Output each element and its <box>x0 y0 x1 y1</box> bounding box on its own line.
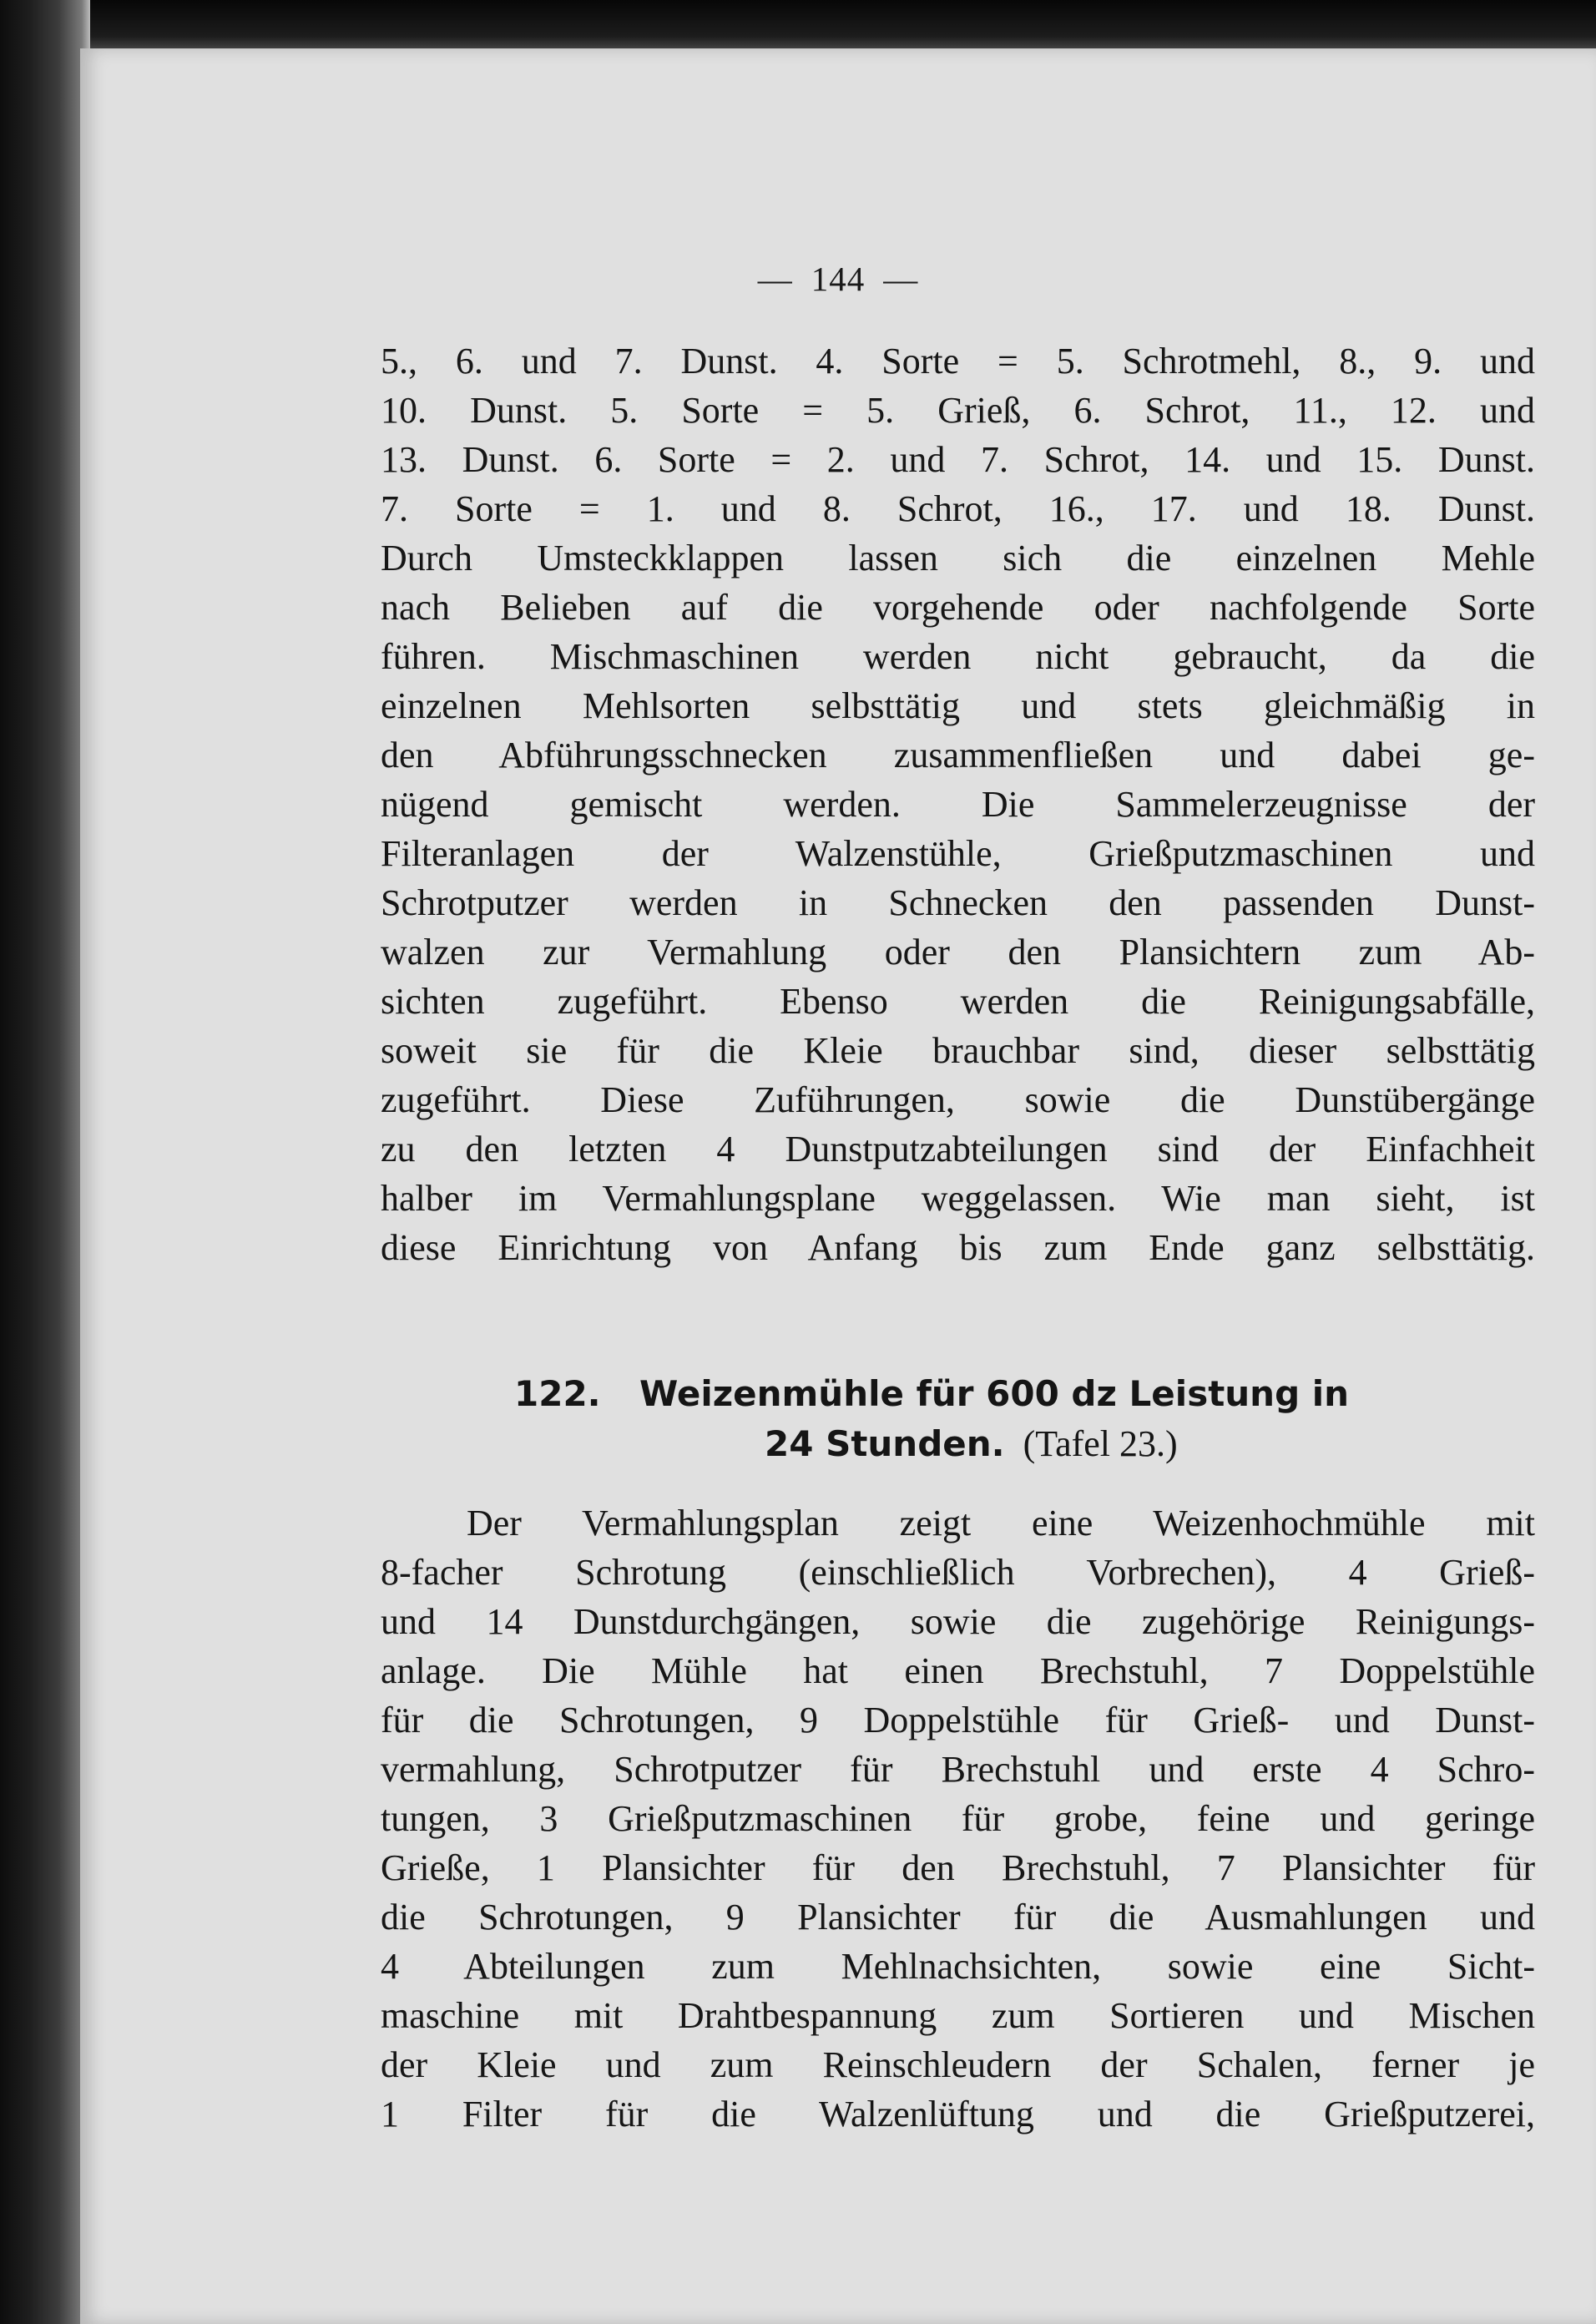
text-line: 7. Sorte = 1. und 8. Schrot, 16., 17. und 18. Dunst. <box>381 488 1535 529</box>
text-line: 4 Abteilungen zum Mehlnachsichten, sowie eine Sicht- <box>381 1946 1535 1987</box>
text-line: 5., 6. und 7. Dunst. 4. Sorte = 5. Schrotmehl, 8., 9. und <box>381 341 1535 381</box>
section-title-part1: Weizenmühle für 600 dz Leistung in <box>639 1373 1350 1414</box>
text-line: nach Belieben auf die vorgehende oder nachfolgende Sorte <box>381 587 1535 628</box>
text-line: soweit sie für die Kleie brauchbar sind, dieser selbsttätig <box>381 1030 1535 1071</box>
text-line: die Schrotungen, 9 Plansichter für die Ausmahlungen und <box>381 1897 1535 1938</box>
page-number <box>80 259 1596 299</box>
section-number: 122. <box>514 1373 601 1414</box>
text-line: führen. Mischmaschinen werden nicht gebraucht, da die <box>381 636 1535 677</box>
text-line: anlage. Die Mühle hat einen Brechstuhl, 7 Doppelstühle <box>381 1650 1535 1691</box>
scan-top-edge <box>0 0 1596 52</box>
section-heading-line1 <box>514 1369 1466 1419</box>
text-line: zugeführt. Diese Zuführungen, sowie die Dunstübergänge <box>381 1079 1535 1120</box>
section-heading <box>514 1369 1466 1469</box>
paragraph-continued <box>381 336 1535 1272</box>
plate-reference: (Tafel 23.) <box>1023 1423 1178 1464</box>
text-line: Der Vermahlungsplan zeigt eine Weizenhochmühle mit <box>467 1503 1535 1543</box>
text-line: nügend gemischt werden. Die Sammelerzeugnisse der <box>381 784 1535 825</box>
text-line: Schrotputzer werden in Schnecken den passenden Dunst- <box>381 882 1535 923</box>
book-page <box>80 48 1596 2324</box>
text-line: der Kleie und zum Reinschleudern der Schalen, ferner je <box>381 2044 1535 2085</box>
text-line: einzelnen Mehlsorten selbsttätig und stets gleichmäßig in <box>381 685 1535 726</box>
section-title-part2: 24 Stunden. <box>765 1423 1005 1464</box>
text-line: den Abführungsschnecken zusammenfließen und dabei ge- <box>381 735 1535 776</box>
page-number-value: 144 <box>811 260 866 298</box>
text-line: 10. Dunst. 5. Sorte = 5. Grieß, 6. Schrot, 11., 12. und <box>381 390 1535 431</box>
text-line: Durch Umsteckklappen lassen sich die einzelnen Mehle <box>381 538 1535 578</box>
text-line: halber im Vermahlungsplane weggelassen. Wie man sieht, ist <box>381 1178 1535 1219</box>
text-line: sichten zugeführt. Ebenso werden die Reinigungsabfälle, <box>381 981 1535 1022</box>
text-line: für die Schrotungen, 9 Doppelstühle für Grieß- und Dunst- <box>381 1700 1535 1740</box>
text-line: 1 Filter für die Walzenlüftung und die Grießputzerei, <box>381 2094 1535 2135</box>
text-line: 13. Dunst. 6. Sorte = 2. und 7. Schrot, 14. und 15. Dunst. <box>381 439 1535 480</box>
text-line: walzen zur Vermahlung oder den Plansichtern zum Ab- <box>381 932 1535 973</box>
text-line: Grieße, 1 Plansichter für den Brechstuhl, 7 Plansichter für <box>381 1847 1535 1888</box>
text-line: vermahlung, Schrotputzer für Brechstuhl und erste 4 Schro- <box>381 1749 1535 1790</box>
text-line: diese Einrichtung von Anfang bis zum Ende ganz selbsttätig. <box>381 1227 1535 1268</box>
text-line: Filteranlagen der Walzenstühle, Grießputzmaschinen und <box>381 833 1535 874</box>
text-line: und 14 Dunstdurchgängen, sowie die zugehörige Reinigungs- <box>381 1601 1535 1642</box>
text-line: maschine mit Drahtbespannung zum Sortieren und Mischen <box>381 1995 1535 2036</box>
book-spine-shadow <box>0 0 90 2324</box>
text-line: tungen, 3 Grießputzmaschinen für grobe, feine und geringe <box>381 1798 1535 1839</box>
paragraph-section-122 <box>381 1498 1535 2139</box>
section-heading-line2 <box>514 1419 1466 1469</box>
text-line: zu den letzten 4 Dunstputzabteilungen sind der Einfachheit <box>381 1129 1535 1170</box>
page-number-dash-left: — <box>757 260 793 298</box>
text-line: 8-facher Schrotung (einschließlich Vorbrechen), 4 Grieß- <box>381 1552 1535 1593</box>
page-number-dash-right: — <box>883 260 919 298</box>
